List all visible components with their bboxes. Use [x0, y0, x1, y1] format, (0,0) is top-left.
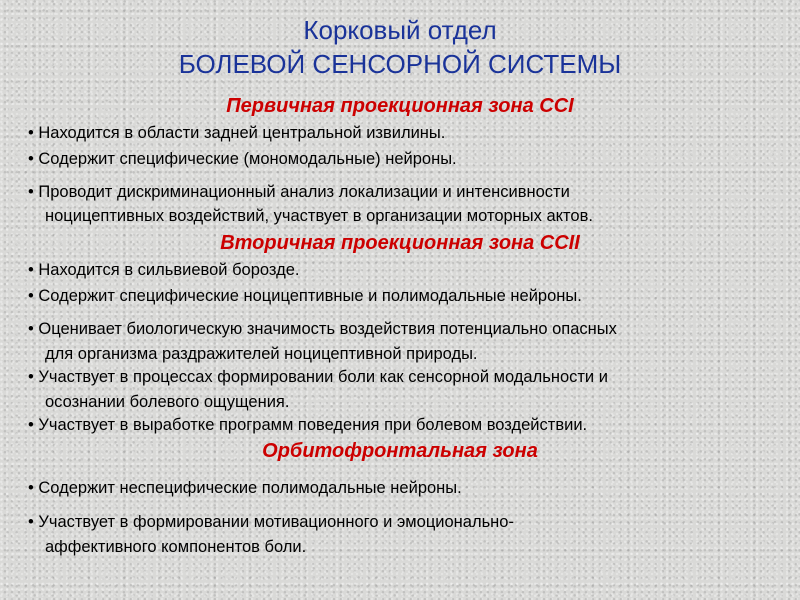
list-item: • Участвует в процессах формировании боли как сенсорной модальности и [28, 368, 608, 386]
list-item-continuation: ноцицептивных воздействий, участвует в организации моторных актов. [45, 207, 593, 225]
section-heading-orbitofrontal-zone: Орбитофронтальная зона [262, 440, 538, 462]
list-item-continuation: осознании болевого ощущения. [45, 393, 290, 411]
title-line-1: Корковый отдел [303, 15, 497, 45]
section-heading-secondary-zone: Вторичная проекционная зона CCII [220, 232, 580, 254]
list-item: • Содержит специфические ноцицептивные и полимодальные нейроны. [28, 287, 582, 305]
list-item: • Содержит неспецифические полимодальные нейроны. [28, 479, 462, 497]
list-item-continuation: аффективного компонентов боли. [45, 538, 307, 556]
list-item: • Находится в сильвиевой борозде. [28, 261, 300, 279]
section-heading-primary-zone: Первичная проекционная зона CCI [226, 95, 574, 117]
title-line-2: БОЛЕВОЙ СЕНСОРНОЙ СИСТЕМЫ [178, 49, 622, 79]
list-item: • Находится в области задней центральной извилины. [28, 124, 446, 142]
list-item: • Участвует в формировании мотивационного и эмоционально- [28, 513, 514, 531]
list-item: • Оценивает биологическую значимость воздействия потенциально опасных [28, 320, 617, 338]
list-item: • Участвует в выработке программ поведения при болевом воздействии. [28, 416, 588, 434]
list-item-continuation: для организма раздражителей ноцицептивной природы. [45, 345, 478, 363]
list-item: • Содержит специфические (мономодальные) нейроны. [28, 150, 457, 168]
list-item: • Проводит дискриминационный анализ локализации и интенсивности [28, 183, 570, 201]
